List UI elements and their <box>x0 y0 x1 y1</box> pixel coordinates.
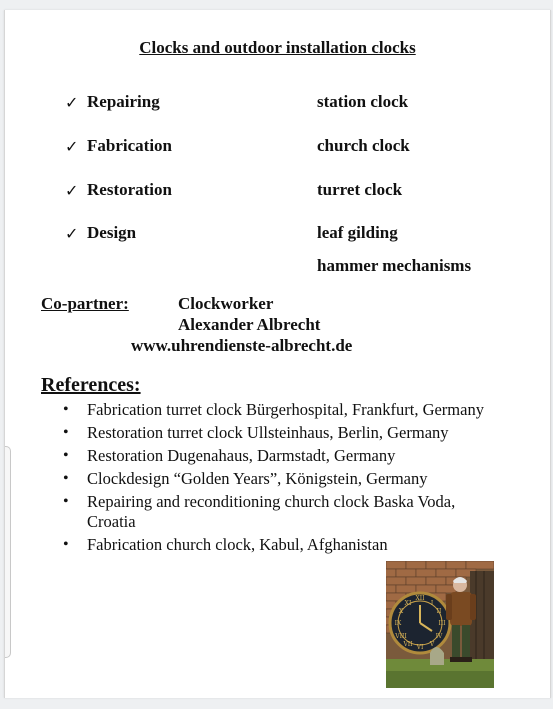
service-item <box>65 223 136 243</box>
svg-text:XII: XII <box>415 595 425 602</box>
page-edge-tab[interactable] <box>5 446 11 658</box>
list-item <box>61 535 501 555</box>
service-item <box>65 180 172 200</box>
svg-text:VIII: VIII <box>395 633 407 640</box>
service-item <box>65 92 160 112</box>
clock-type-item: hammer mechanisms <box>317 256 472 275</box>
service-item <box>65 136 172 156</box>
document-title: Clocks and outdoor installation clocks <box>139 38 416 57</box>
clock-type-item: station clock <box>317 92 409 111</box>
bullet-icon: • <box>63 493 69 510</box>
check-icon: ✓ <box>65 223 79 243</box>
bullet-icon: • <box>63 536 69 553</box>
svg-text:VI: VI <box>416 644 424 651</box>
reference-text: Fabrication church clock, Kabul, Afghanistan <box>87 535 388 554</box>
service-label: Fabrication <box>87 136 172 155</box>
svg-text:I: I <box>430 600 434 607</box>
clock-type-item: church clock <box>317 136 410 155</box>
svg-text:X: X <box>398 608 404 615</box>
service-label: Restoration <box>87 180 172 199</box>
copartner-label: Co-partner: <box>41 294 129 313</box>
list-item <box>61 492 501 532</box>
clock-type-item: turret clock <box>317 180 403 199</box>
clock-type-item: leaf gilding <box>317 223 398 242</box>
check-icon: ✓ <box>65 136 79 156</box>
reference-text: Restoration turret clock Ullsteinhaus, Berlin, Germany <box>87 423 449 442</box>
list-item <box>61 400 501 420</box>
list-item <box>61 423 501 443</box>
svg-text:III: III <box>438 620 446 627</box>
photo-illustration <box>386 561 494 688</box>
bullet-icon: • <box>63 447 69 464</box>
service-label: Repairing <box>87 92 160 111</box>
check-icon: ✓ <box>65 180 79 200</box>
copartner-name: Alexander Albrecht <box>178 315 321 334</box>
svg-text:IV: IV <box>435 633 443 640</box>
reference-text: Repairing and reconditioning church clock Baska Voda, Croatia <box>87 492 456 531</box>
svg-text:IX: IX <box>394 620 402 627</box>
references-list <box>61 400 501 558</box>
bullet-icon: • <box>63 401 69 418</box>
svg-text:VII: VII <box>403 641 413 648</box>
document-page <box>4 10 551 698</box>
reference-text: Clockdesign “Golden Years”, Königstein, Germany <box>87 469 428 488</box>
list-item <box>61 446 501 466</box>
reference-text: Fabrication turret clock Bürgerhospital, Frankfurt, Germany <box>87 400 484 419</box>
bullet-icon: • <box>63 470 69 487</box>
service-label: Design <box>87 223 137 242</box>
clockworker-photo <box>386 561 494 688</box>
copartner-role: Clockworker <box>178 294 274 313</box>
svg-text:II: II <box>436 608 442 615</box>
bullet-icon: • <box>63 424 69 441</box>
references-heading: References: <box>41 374 141 396</box>
reference-text: Restoration Dugenahaus, Darmstadt, Germany <box>87 446 396 465</box>
svg-text:XI: XI <box>404 600 412 607</box>
check-icon: ✓ <box>65 92 79 112</box>
copartner-website: www.uhrendienste-albrecht.de <box>131 336 353 355</box>
list-item <box>61 469 501 489</box>
svg-text:V: V <box>429 641 435 648</box>
